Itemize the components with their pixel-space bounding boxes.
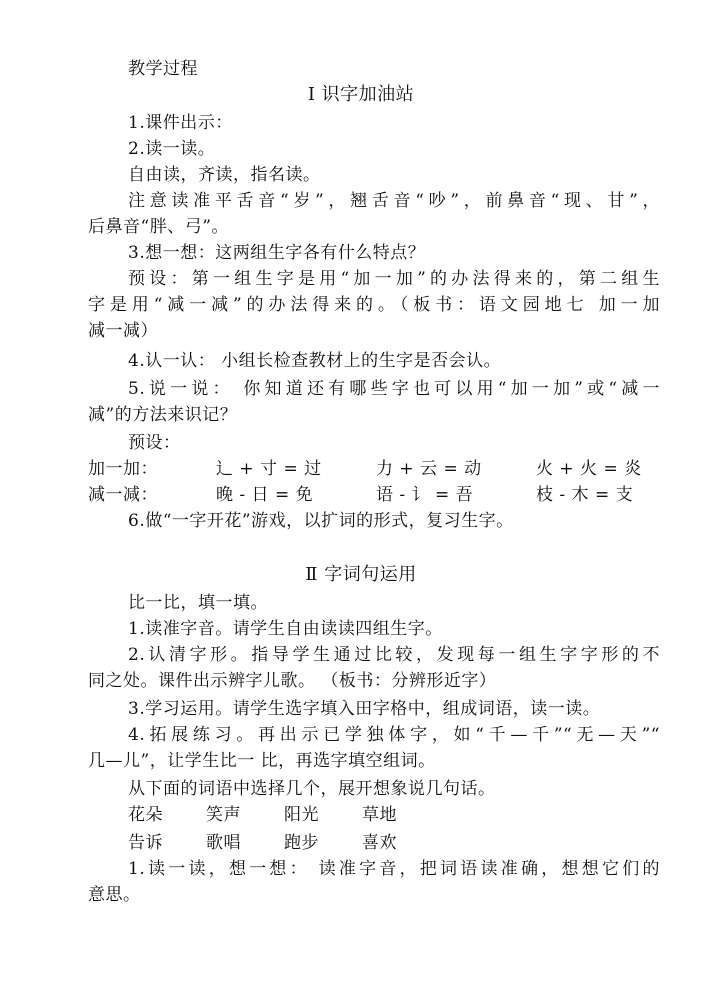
- paragraph-line: 几—儿”，让学生比一 比，再选字填空组词。: [88, 751, 436, 771]
- part2-heading: Ⅱ 字词句运用: [305, 564, 417, 585]
- sub-row: [88, 482, 660, 508]
- part1-heading: Ⅰ 识字加油站: [307, 84, 415, 105]
- equation: 辶 + 寸 = 过: [216, 459, 322, 479]
- paragraph-line: 2.认清字形。指导学生通过比较，发现每一组生字字形的不: [128, 645, 660, 665]
- paragraph-line: 比一比，填一填。: [128, 593, 268, 613]
- paragraph-line: 意思。: [88, 885, 141, 905]
- paragraph-line: 6.做“一字开花”游戏，以扩词的形式，复习生字。: [128, 511, 514, 531]
- add-row: [88, 456, 660, 482]
- paragraph-line: 后鼻音“胖、弓”。: [88, 217, 229, 237]
- paragraph-line: 4.认一认： 小组长检查教材上的生字是否会认。: [128, 351, 502, 371]
- paragraph-line: 2.读一读。: [128, 139, 216, 159]
- paragraph-line: 预设：第一组生字是用“加一加”的办法得来的，第二组生: [128, 269, 660, 289]
- word-row: [128, 830, 660, 856]
- paragraph-line: 预设：: [128, 433, 181, 453]
- paragraph-line: 自由读，齐读，指名读。: [128, 165, 321, 185]
- paragraph-line: 1.读准字音。请学生自由读读四组生字。: [128, 619, 443, 639]
- paragraph-line: 1.课件出示：: [128, 113, 233, 133]
- equation: 力 + 云 = 动: [376, 459, 482, 479]
- paragraph-line: 4.拓展练习。再出示已学独体字，如“千—千”“无—天”“: [128, 725, 660, 745]
- word: 喜欢: [362, 833, 397, 853]
- paragraph-line: 5.说一说： 你知道还有哪些字也可以用“加一加”或“减一: [128, 379, 660, 399]
- word: 跑步: [284, 833, 319, 853]
- paragraph-line: 同之处。课件出示辨字儿歌。 （板书：分辨形近字）: [88, 671, 497, 691]
- add-row-label: 加一加：: [88, 459, 158, 479]
- equation: 枝 - 木 = 支: [536, 485, 634, 505]
- sub-row-label: 减一减：: [88, 485, 158, 505]
- paragraph-line: 减一减）: [88, 321, 158, 341]
- paragraph-line: 3.想一想：这两组生字各有什么特点？: [128, 243, 426, 263]
- word: 歌唱: [206, 833, 241, 853]
- word: 草地: [362, 805, 397, 825]
- word: 花朵: [128, 805, 163, 825]
- word-row: [128, 802, 660, 828]
- paragraph-line: 注意读准平舌音“岁”，翘舌音“吵”，前鼻音“现、甘”，: [128, 191, 660, 211]
- word: 阳光: [284, 805, 319, 825]
- paragraph-line: 减”的方法来识记？: [88, 405, 238, 425]
- paragraph-line: 字是用“减一减”的办法得来的。（板书：语文园地七 加一加: [88, 295, 660, 315]
- paragraph-line: 从下面的词语中选择几个，展开想象说几句话。: [128, 779, 496, 799]
- word: 笑声: [206, 805, 241, 825]
- equation: 火 + 火 = 炎: [536, 459, 642, 479]
- equation: 语 - 讠 = 吾: [376, 485, 474, 505]
- equation: 晚 - 日 = 免: [216, 485, 314, 505]
- paragraph-line: 3.学习运用。请学生选字填入田字格中，组成词语，读一读。: [128, 699, 601, 719]
- paragraph-line: 1.读一读，想一想： 读准字音，把词语读准确，想想它们的: [128, 859, 660, 879]
- word: 告诉: [128, 833, 163, 853]
- section-title: 教学过程: [128, 59, 198, 79]
